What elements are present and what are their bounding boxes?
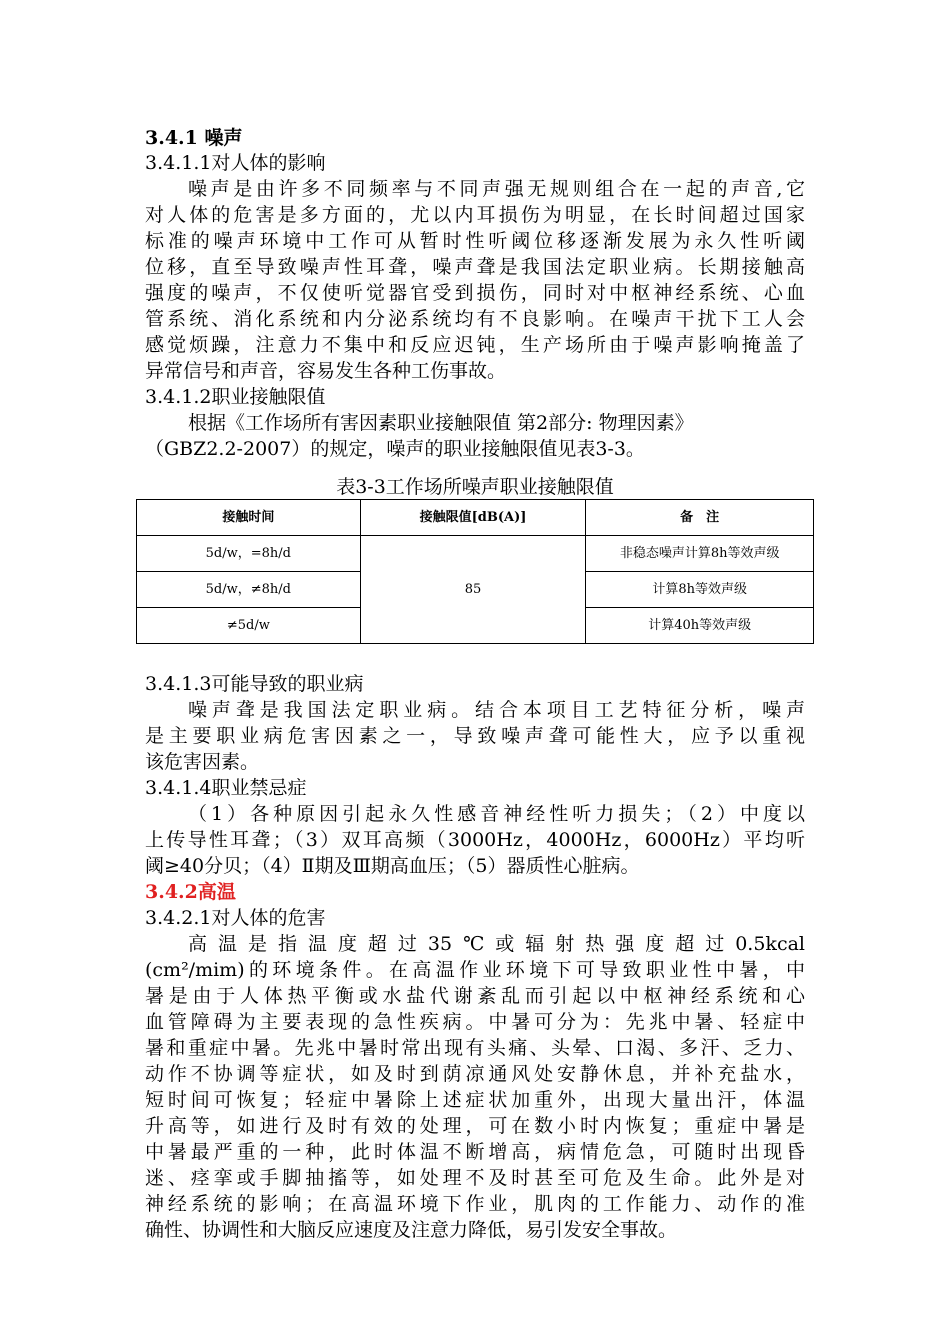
subsection-heading-limits: 3.4.1.2职业接触限值: [145, 386, 326, 408]
table-caption: 表3-3工作场所噪声职业接触限值: [336, 476, 614, 498]
table-cell: 5d/w，=8h/d: [137, 536, 361, 572]
table-cell: 计算8h等效声级: [586, 572, 814, 608]
subsection-heading-effects: 3.4.1.1对人体的影响: [145, 152, 326, 174]
table-cell: ≠5d/w: [137, 608, 361, 644]
noise-limits-table: [136, 499, 814, 644]
table-header-cell: 接触限值[dB(A)]: [360, 500, 586, 536]
table-header-cell: 接触时间: [137, 500, 361, 536]
section-heading-heat: 3.4.2高温: [145, 881, 236, 903]
table-cell: 计算40h等效声级: [586, 608, 814, 644]
section-heading-noise: 3.4.1 噪声: [145, 127, 243, 149]
subsection-heading-contraindications: 3.4.1.4职业禁忌症: [145, 777, 307, 799]
subsection-heading-disease: 3.4.1.3可能导致的职业病: [145, 673, 364, 695]
table-row: [137, 536, 814, 572]
table-cell: 5d/w，≠8h/d: [137, 572, 361, 608]
table-header-row: [137, 500, 814, 536]
document-page: 3.4.1 噪声 3.4.1.1对人体的影响 噪声是由许多不同频率与不同声强无规则组合在一起的声音,它 对人体的危害是多方面的，尤以内耳损伤为明显，在长时间超过国家 标准的噪声环境中工作可从暂时性听阈位移逐渐发展为永久性听阈 位移，直至导致噪声性耳聋，噪声聋是我国法定职业病。长期接触高 强度的噪声，不仅使听觉器官受到损伤，同时对中枢神经系统、心血 管系统、消化系统和内分泌系统均有不良影响。在噪声干扰下工人会 感觉烦躁，注意力不集中和反应迟钝，生产场所由于噪声影响掩盖了 异常信号和声音，容易发生各种工伤事故。 3.4.1.2职业接触限值 根据《工作场所有害因素职业接触限值 第2部分: 物理因素》 （GBZ2.2-2007）的规定，噪声的职业接触限值见表3-3。 表3-3工作场所噪声职业接触限值 接触时间 接触限值[dB(A)] 备 注 5d/w，=8h/d 85 非稳态噪声计算8h等效声级 5d/w，≠8h/d 计算8h等效声级 ≠5d/w 计算40h等效声级 3.4.1.3可能导致的职业病 噪声聋是我国法定职业病。结合本项目工艺特征分析，噪声 是主要职业病危害因素之一，导致噪声聋可能性大，应予以重视 该危害因素。 3.4.1.4职业禁忌症 （1）各种原因引起永久性感音神经性听力损失；（2）中度以 上传导性耳聋；（3）双耳高频（3000Hz，4000Hz，6000Hz）平均听 阈≥40分贝；（4）Ⅱ期及Ⅲ期高血压；（5）器质性心脏病。 3.4.2高温 3.4.2.1对人体的危害 高温是指温度超过35℃或辐射热强度超过0.5kcal (cm²/mim)的环境条件。在高温作业环境下可导致职业性中暑，中 暑是由于人体热平衡或水盐代谢紊乱而引起以中枢神经系统和心 血管障碍为主要表现的急性疾病。中暑可分为：先兆中暑、轻症中 暑和重症中暑。先兆中暑时常出现有头痛、头晕、口渴、多汗、乏力、 动作不协调等症状，如及时到荫凉通风处安静休息，并补充盐水， 短时间可恢复；轻症中暑除上述症状加重外，出现大量出汗，体温 升高等，如进行及时有效的处理，可在数小时内恢复；重症中暑是 中暑最严重的一种，此时体温不断增高，病情危急，可随时出现昏 迷、痉挛或手脚抽搐等，如处理不及时甚至可危及生命。此外是对 神经系统的影响；在高温环境下作业，肌肉的工作能力、动作的准 确性、协调性和大脑反应速度及注意力降低，易引发安全事故。: [0, 0, 950, 1344]
table-cell-limit: 85: [360, 536, 586, 644]
table-cell: 非稳态噪声计算8h等效声级: [586, 536, 814, 572]
table-header-cell: 备 注: [586, 500, 814, 536]
subsection-heading-heat-effects: 3.4.2.1对人体的危害: [145, 907, 326, 929]
